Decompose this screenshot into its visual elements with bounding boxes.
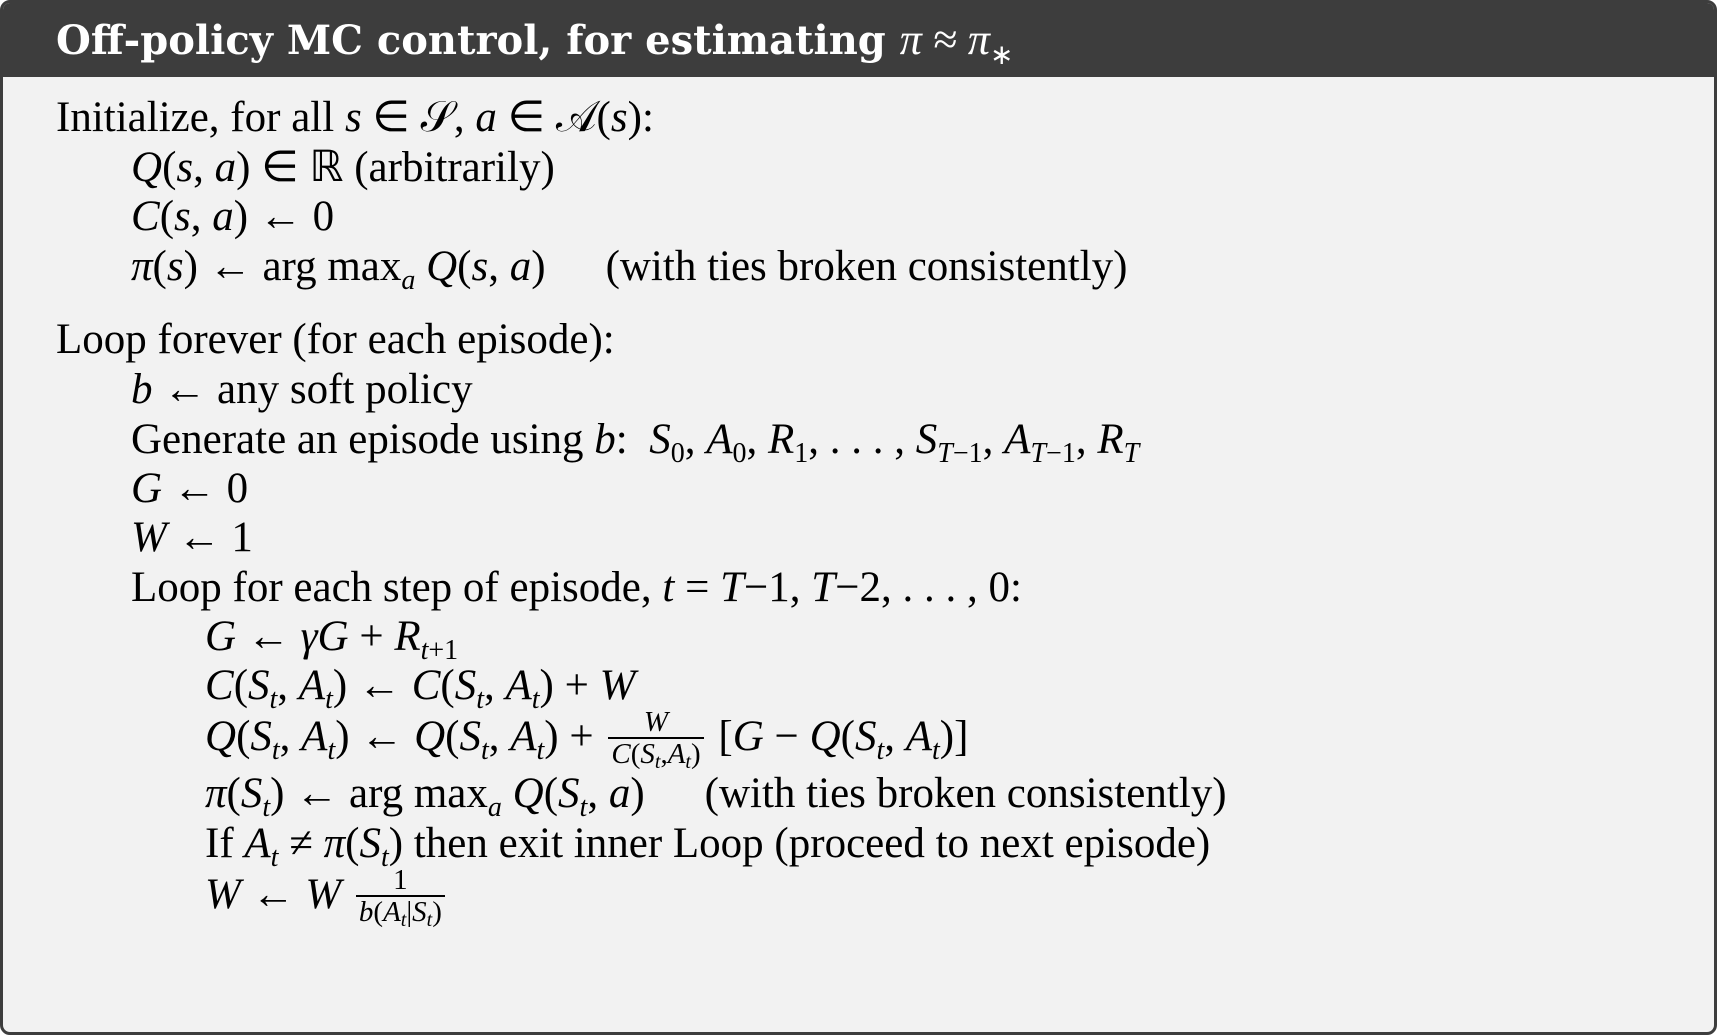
init-q-line: Q(s, a) ∈ ℝ (arbitrarily) — [131, 144, 555, 191]
c-update-line: $C(S_t$, $A_t$) ← $C(S_t$, $A_t) + W$ — [205, 662, 636, 715]
w-init-line: W ← 1 — [131, 514, 253, 561]
g-update-line: G ← $\gamma G + R_{t+1}$ — [205, 613, 459, 666]
generate-line: Generate an episode using b: $S_0$, $A_0$, $R_1$, . . . , $S_{T-1}$, $A_{T-1}$, $R_T$ — [131, 416, 1140, 469]
pi-update-line: $\pi(S_t)$ ← arg $\max_a Q(S_t$, a) (with ties broken consistently) — [205, 770, 1227, 823]
algorithm-title — [3, 3, 1714, 77]
title-math: $\pi \approx \pi_∗$ — [899, 15, 1014, 71]
g-init-line: G ← 0 — [131, 465, 249, 512]
loop-header-line: Loop forever (for each episode): — [56, 316, 615, 363]
w-update-fraction: $\frac{1}{b(A_t|S_t)}$ — [356, 865, 445, 927]
q-update-fraction: $\frac{W}{C(S_t,A_t)}$ — [608, 707, 703, 769]
q-update-line: $Q(S_t$, $A_t$) ← $Q(S_t$, $A_t$) + $\frac{W}{C(S_t,A_t)}$ [$G - Q(S_t$, $A_t$)] — [205, 706, 969, 773]
init-header-line: Initialize, for all s ∈ 𝒮, a ∈ 𝒜(s): — [56, 94, 654, 141]
b-assign-line: b ← any soft policy — [131, 366, 473, 413]
init-c-line: C(s, a) ← 0 — [131, 193, 335, 240]
init-pi-line: π(s) ← arg $\max_a Q(s$, a) (with ties broken consistently) — [131, 243, 1128, 296]
algorithm-body — [3, 79, 1714, 1032]
exit-cond-line: If $A_t \ne \pi(S_t)$ then exit inner Loop (proceed to next episode) — [205, 820, 1211, 873]
w-update-line: W ← W $\frac{1}{b(A_t|S_t)}$ — [205, 867, 449, 921]
title-text: Off-policy MC control, for estimating — [56, 17, 886, 64]
inner-loop-line: Loop for each step of episode, t = T−1, T−2, . . . , 0: — [131, 564, 1022, 611]
